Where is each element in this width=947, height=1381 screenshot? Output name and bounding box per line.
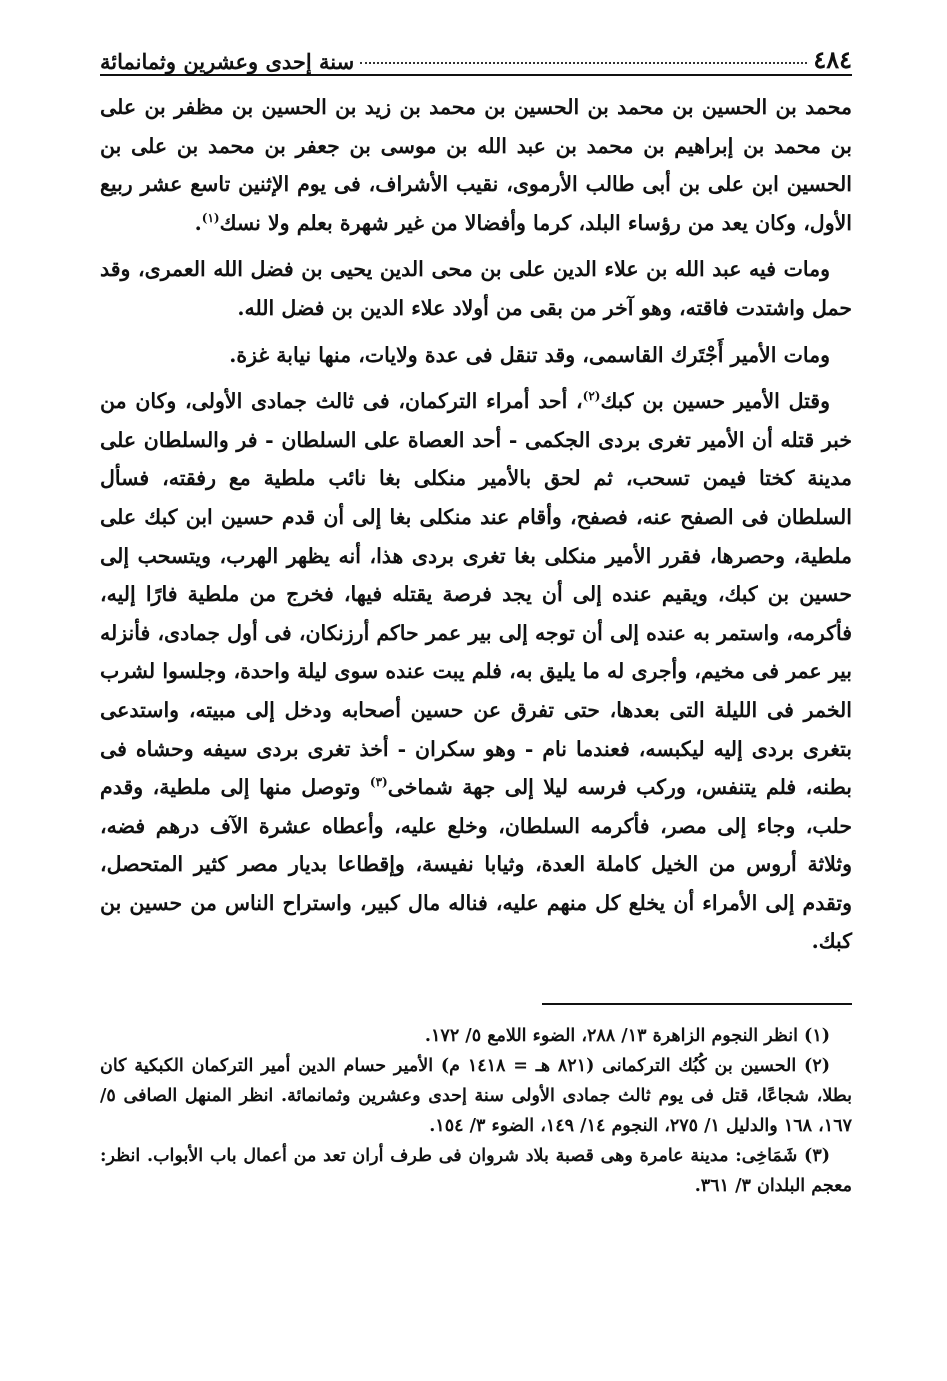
- footnote-divider: [542, 1003, 852, 1005]
- paragraph-text: وقتل الأمير حسين بن كبك: [600, 389, 830, 414]
- paragraph: ومات فيه عبد الله بن علاء الدين على بن محى الدين يحيى بن فضل الله العمرى، وقد حمل واشتدت فاقته، وهو آخر من بقى من أولاد علاء الدين بن فضل الله.: [100, 257, 852, 320]
- footnotes: [100, 1021, 852, 1201]
- page-number: ٤٨٤: [813, 45, 852, 74]
- paragraph: [100, 88, 852, 242]
- paragraph-text: وتوصل منها إلى ملطية، وقدم حلب، وجاء إلى مصر، فأكرمه السلطان، وخلع عليه، وأعطاه عشرة الآف درهم فضه، وثلاثة أروس من الخيل كاملة العدة، وثيابا نفيسة، وإقطاعا بديار مصر كثير المتحصل، وتقدم إلى الأمراء أن يخلع كل منهم عليه، فناله مال كبير، واستراح الناس من حسين بن كبك.: [100, 775, 852, 954]
- footnote-ref: (١): [201, 210, 220, 225]
- paragraph: [100, 382, 852, 961]
- paragraph-text: محمد بن الحسين بن محمد بن الحسين بن محمد بن زيد بن الحسين بن مظفر بن على بن محمد بن إبراهيم بن محمد بن عبد الله بن موسى بن جعفر بن محمد بن على بن الحسين ابن على بن أبى طالب الأرموى، نقيب الأشراف، فى يوم الإثنين تاسع عشر ربيع الأول، وكان يعد من رؤساء البلد، كرما وأفضالا من غير شهرة بعلم ولا نسك: [100, 95, 852, 235]
- footnote-ref: (٢): [582, 389, 601, 404]
- main-text: [100, 88, 852, 961]
- header-leader-dots: [360, 62, 807, 64]
- footnote-ref: (٣): [369, 775, 388, 790]
- footnote: (٢) الحسين بن كُبُك التركمانى (٨٢١ هـ = ١٤١٨ م) الأمير حسام الدين أمير التركمان الكبكية كان بطلا، شجاعًا، قتل فى يوم ثالث جمادى الأولى سنة إحدى وعشرين وثمانمائة. انظر المنهل الصافى ٥/ ١٦٧، ١٦٨ والدليل ١/ ٢٧٥، النجوم ١٤/ ١٤٩، الضوء ٣/ ١٥٤.: [100, 1056, 852, 1137]
- page-header: [100, 34, 852, 76]
- paragraph: ومات الأمير أَجْتَرك القاسمى، وقد تنقل فى عدة ولايات، منها نيابة غزة.: [229, 342, 830, 367]
- paragraph-end: .: [194, 210, 202, 235]
- footnote: (٣) شَمَاخِى: مدينة عامرة وهى قصبة بلاد شروان فى طرف أران تعد من أعمال باب الأبواب. انظر: معجم البلدان ٣/ ٣٦١.: [100, 1146, 852, 1197]
- running-title: سنة إحدى وعشرين وثمانمائة: [100, 49, 355, 74]
- paragraph-text: ، أحد أمراء التركمان، فى ثالث جمادى الأولى، وكان من خبر قتله أن الأمير تغرى بردى الجكمى - أحد العصاة على السلطان - فر والسلطان على مدينة كختا فيمن تسحب، ثم لحق بالأمير منكلى بغا نائب ملطية مع رفقته، فسأل السلطان فى الصفح عنه، فصفح، وأقام عند منكلى بغا إلى أن قدم حسين ابن كبك على ملطية، وحصرها، فقرر الأمير منكلى بغا تغرى بردى هذا، أنه يظهر الهرب، ويتسحب إلى حسين بن كبك، ويقيم عنده إلى أن يجد فرصة يقتله فيها، فخرج من ملطية فارًا إليه، فأكرمه، واستمر به عنده إلى أن توجه إلى بير عمر حاكم أرزنكان، فى أول جمادى، فأنزله بير عمر فى مخيم، وأجرى له ما يليق به، فلم يبت عنده سوى ليلة واحدة، وجلسوا لشرب الخمر فى الليلة التى بعدها، حتى تفرق عن حسين أصحابه ودخل إلى مبيته، واستدعى بتغرى بردى إليه ليكبسه، فعندما نام - وهو سكران - أخذ تغرى بردى سيفه وحشاه فى بطنه، فلم يتنفس، وركب فرسه ليلا إلى جهة شماخى: [100, 389, 852, 800]
- footnote: (١) انظر النجوم الزاهرة ١٣/ ٢٨٨، الضوء اللامع ٥/ ١٧٢.: [424, 1026, 830, 1047]
